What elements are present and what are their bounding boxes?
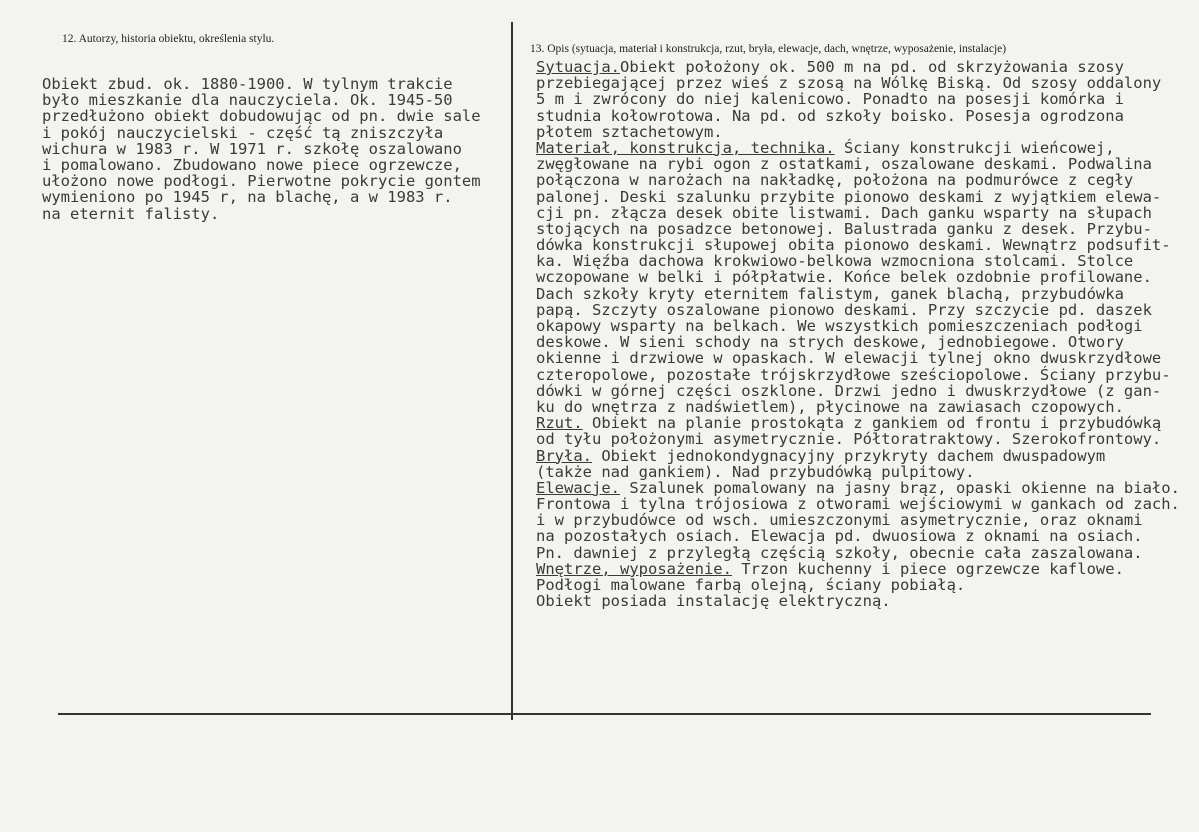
description-text: Obiekt posiada instalację elektryczną. — [536, 592, 891, 611]
section-heading: Elewacje. — [536, 478, 620, 497]
description-text-line — [536, 253, 1180, 269]
description-text-line — [536, 480, 1180, 496]
section-12-header: 12. Autorzy, historia obiektu, określenia stylu. — [62, 33, 275, 45]
description-text: Podłogi malowane farbą olejną, ściany pobiałą. — [536, 576, 966, 594]
description-text-line — [536, 512, 1180, 528]
description-text: (także nad gankiem). Nad przybudówką pulpitowy. — [536, 462, 975, 481]
description-text-line — [536, 528, 1180, 544]
description-text-line — [536, 415, 1180, 431]
history-text-block — [42, 76, 481, 222]
description-text-line — [536, 334, 1180, 350]
description-text: Szalunek pomalowany na jasny brąz, opaski okienne na biało. — [620, 478, 1180, 497]
description-text-line — [536, 91, 1180, 107]
description-text: okienne i drzwiowe w opaskach. W elewacji tylnej okno dwuskrzydłowe — [536, 349, 1162, 368]
description-text-line — [536, 561, 1180, 577]
description-text: Obiekt położony ok. 500 m na pd. od skrzyżowania szosy — [620, 58, 1124, 76]
description-text-line — [536, 140, 1180, 156]
description-text-block — [536, 59, 1180, 609]
description-text-line — [536, 350, 1180, 366]
column-divider — [511, 22, 513, 720]
description-text: okapowy wsparty na belkach. We wszystkich pomieszczeniach podłogi — [536, 317, 1143, 335]
history-text-line: na eternit falisty. — [42, 204, 220, 223]
history-text-line: Obiekt zbud. ok. 1880-1900. W tylnym trakcie — [42, 75, 453, 93]
section-13-header: 13. Opis (sytuacja, materiał i konstrukcja, rzut, bryła, elewacje, dach, wnętrze, wyposażenie, instalacje) — [530, 43, 1007, 55]
history-text-line: wichura w 1983 r. W 1971 r. szkołę oszalowano — [42, 139, 462, 158]
section-heading: Bryła. — [536, 446, 592, 465]
description-text: zwęgłowane na rybi ogon z ostatkami, oszalowane deskami. Podwalina — [536, 155, 1152, 174]
description-text-line — [536, 237, 1180, 253]
description-text-line — [536, 189, 1180, 205]
description-text-line — [536, 367, 1180, 383]
description-text: Obiekt na planie prostokąta z gankiem od frontu i przybudówką — [582, 414, 1162, 433]
description-text-line — [536, 399, 1180, 415]
history-text-line: i pomalowano. Zbudowano nowe piece ogrzewcze, — [42, 155, 462, 174]
history-text-line: było mieszkanie dla nauczyciela. Ok. 1945-50 — [42, 91, 453, 110]
section-heading: Rzut. — [536, 414, 583, 433]
description-text: od tyłu położonymi asymetrycznie. Półtoratraktowy. Szerokofrontowy. — [536, 430, 1162, 449]
description-text-line — [536, 318, 1180, 334]
description-text: przebiegającej przez wieś z szosą na Wólkę Biską. Od szosy oddalony — [536, 74, 1162, 93]
description-text: ku do wnętrza z nadświetlem), płycinowe na zawiasach czopowych. — [536, 397, 1124, 416]
description-text: i w przybudówce od wsch. umieszczonymi asymetrycznie, oraz oknami — [536, 511, 1143, 530]
section-heading: Materiał, konstrukcja, technika. — [536, 138, 835, 157]
description-text-line — [536, 577, 1180, 593]
description-text: Pn. dawniej z przyległą częścią szkoły, obecnie cała zaszalowana. — [536, 543, 1143, 562]
description-text-line — [536, 205, 1180, 221]
description-text: płotem sztachetowym. — [536, 122, 723, 141]
description-text-line — [536, 383, 1180, 399]
description-text-line — [536, 108, 1180, 124]
history-text-line: i pokój nauczycielski - część tą zniszczyła — [42, 123, 444, 142]
history-text-line: wymieniono po 1945 r, na blachę, a w 1983 r. — [42, 188, 453, 207]
description-text: dówki w górnej części oszklone. Drzwi jedno i dwuskrzydłowe (z gan- — [536, 381, 1162, 400]
description-text-line — [536, 172, 1180, 188]
description-text-line — [536, 431, 1180, 447]
description-text-line — [536, 545, 1180, 561]
description-text: ka. Więźba dachowa krokwiowo-belkowa wzmocniona stolcami. Stolce — [536, 252, 1134, 271]
description-text: połączona w narożach na nakładkę, położona na podmurówce z cegły — [536, 171, 1134, 190]
description-text-line — [536, 156, 1180, 172]
history-text-line: przedłużono obiekt dobudowując od pn. dwie sale — [42, 107, 481, 126]
description-text-line — [536, 496, 1180, 512]
description-text-line — [536, 269, 1180, 285]
description-text: deskowe. W sieni schody na strych deskowe, jednobiegowe. Otwory — [536, 333, 1124, 352]
description-text-line — [536, 286, 1180, 302]
description-text: 5 m i zwrócony do niej kalenicowo. Ponadto na posesji komórka i — [536, 90, 1124, 109]
description-text: palonej. Deski szalunku przybite pionowo deskami z wyjątkiem elewa- — [536, 187, 1162, 206]
description-text-line — [536, 124, 1180, 140]
description-text-line — [536, 593, 1180, 609]
description-text-line — [536, 59, 1180, 75]
bottom-rule — [58, 713, 1151, 715]
description-text: wczopowane w belki i półpłatwie. Końce belek ozdobnie profilowane. — [536, 268, 1152, 287]
description-text: Ściany konstrukcji wieńcowej, — [834, 138, 1115, 157]
description-text-line — [536, 464, 1180, 480]
description-text: studnia kołowrotowa. Na pd. od szkoły boisko. Posesja ogrodzona — [536, 106, 1124, 125]
description-text: na pozostałych osiach. Elewacja pd. dwuosiowa z oknami na osiach. — [536, 527, 1143, 546]
description-text-line — [536, 75, 1180, 91]
description-text: cji pn. złącza desek obite listwami. Dach ganku wsparty na słupach — [536, 203, 1152, 222]
description-text: Obiekt jednokondygnacyjny przykryty dachem dwuspadowym — [592, 446, 1106, 465]
section-heading: Sytuacja. — [536, 58, 620, 76]
description-text: papą. Szczyty oszalowane pionowo deskami. Przy szczycie pd. daszek — [536, 300, 1152, 319]
description-text-line — [536, 221, 1180, 237]
section-heading: Wnętrze, wyposażenie. — [536, 559, 732, 578]
description-text: dówka konstrukcji słupowej obita pionowo deskami. Wewnątrz podsufit- — [536, 236, 1171, 255]
history-text-line: ułożono nowe podłogi. Pierwotne pokrycie gontem — [42, 172, 481, 191]
description-text: Dach szkoły kryty eternitem falistym, ganek blachą, przybudówka — [536, 284, 1124, 303]
description-text: czteropolowe, pozostałe trójskrzydłowe sześciopolowe. Ściany przybu- — [536, 365, 1171, 384]
description-text: stojących na posadzce betonowej. Balustrada ganku z desek. Przybu- — [536, 219, 1152, 238]
description-text: Frontowa i tylna trójosiowa z otworami wejściowymi w gankach od zach. — [536, 495, 1180, 514]
description-text-line — [536, 448, 1180, 464]
description-text-line — [536, 302, 1180, 318]
description-text: Trzon kuchenny i piece ogrzewcze kaflowe. — [731, 559, 1124, 578]
